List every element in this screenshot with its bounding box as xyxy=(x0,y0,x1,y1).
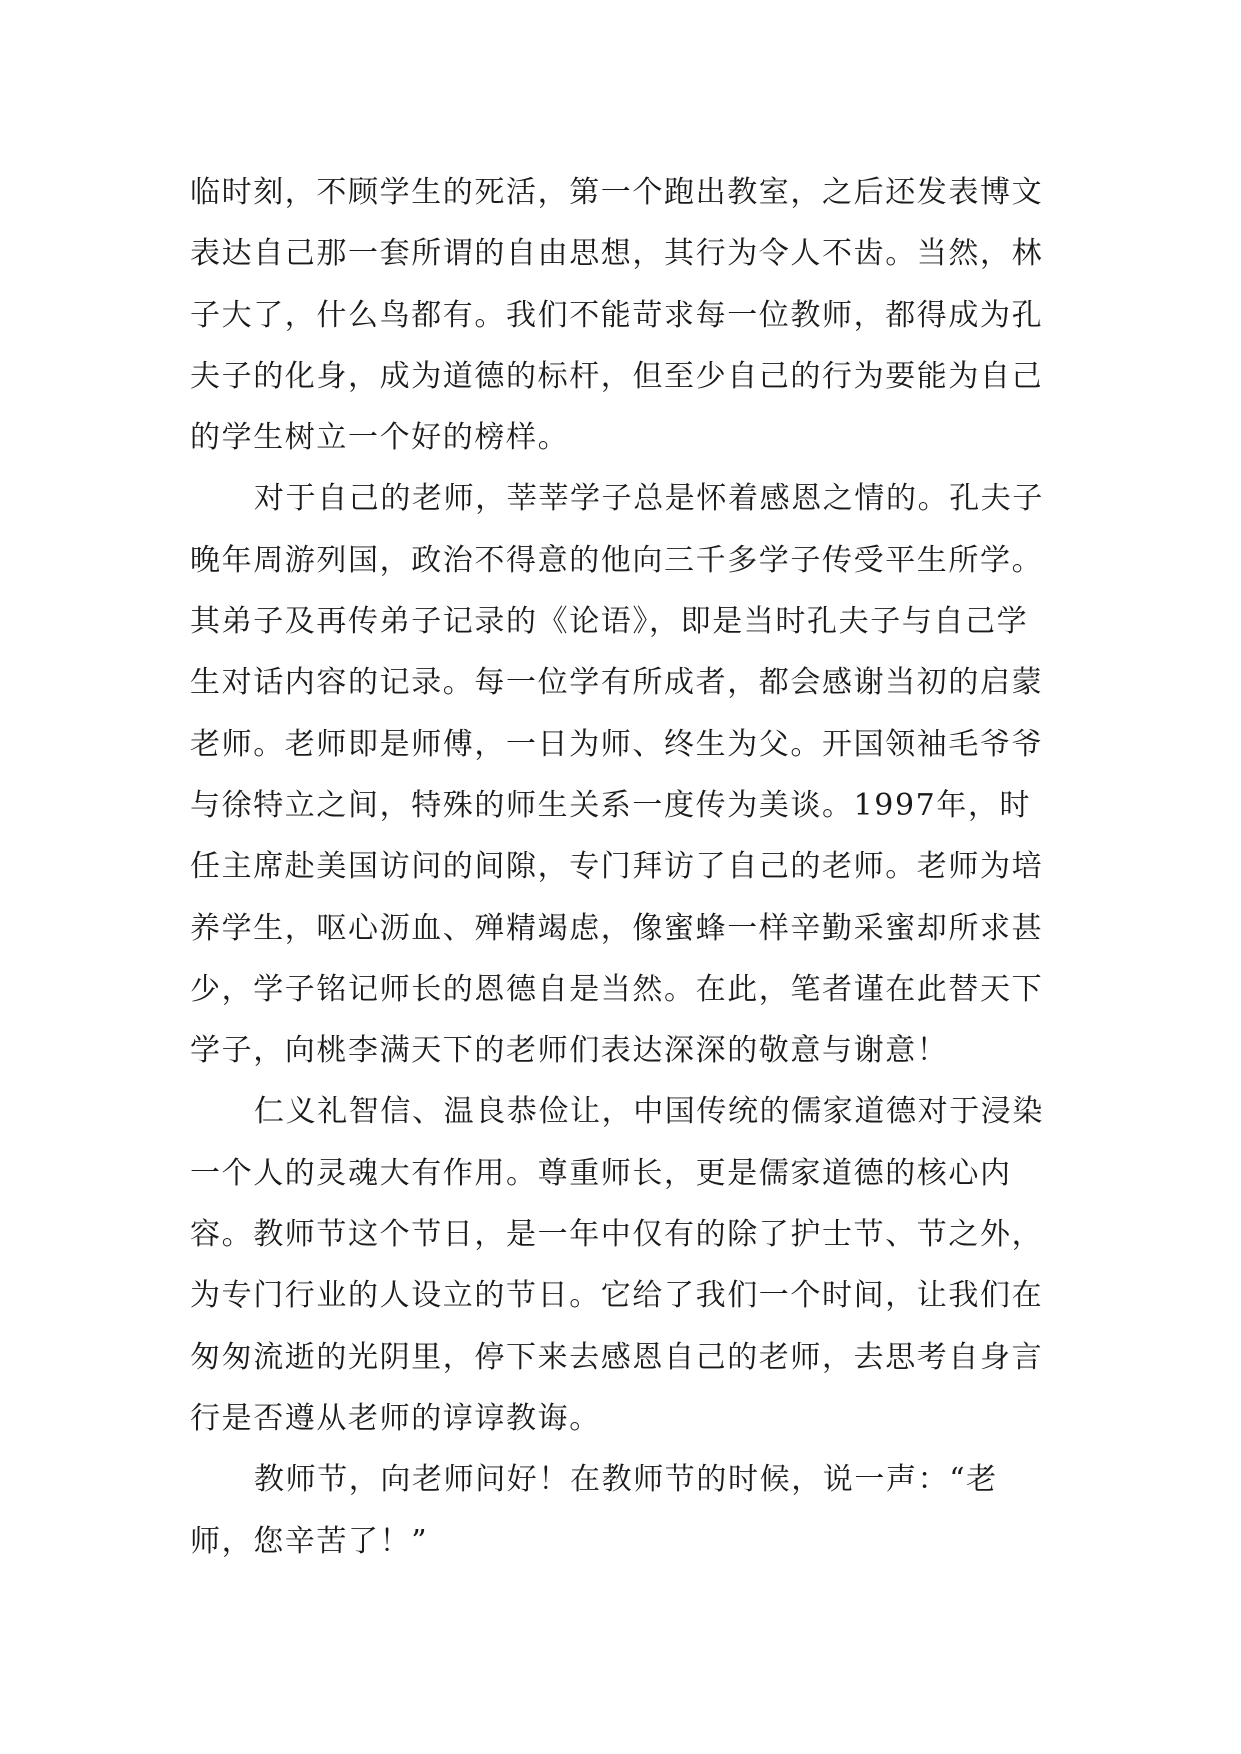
document-body xyxy=(190,162,1052,1572)
paragraph-1: 临时刻，不顾学生的死活，第一个跑出教室，之后还发表博文表达自己那一套所谓的自由思想，其行为令人不齿。当然，林子大了，什么鸟都有。我们不能苛求每一位教师，都得成为孔夫子的化身，成为道德的标杆，但至少自己的行为要能为自己的学生树立一个好的榜样。 xyxy=(190,175,1044,456)
paragraph-2: 对于自己的老师，莘莘学子总是怀着感恩之情的。孔夫子晚年周游列国，政治不得意的他向三千多学子传受平生所学。其弟子及再传弟子记录的《论语》，即是当时孔夫子与自己学生对话内容的记录。每一位学有所成者，都会感谢当初的启蒙老师。老师即是师傅，一日为师、终生为父。开国领袖毛爷爷与徐特立之间，特殊的师生关系一度传为美谈。1997年，时任主席赴美国访问的间隙，专门拜访了自己的老师。老师为培养学生，呕心沥血、殚精竭虑，像蜜蜂一样辛勤采蜜却所求甚少，学子铭记师长的恩德自是当然。在此，笔者谨在此替天下学子，向桃李满天下的老师们表达深深的敬意与谢意！ xyxy=(190,481,1044,1069)
paragraph-4: 教师节，向老师问好！在教师节的时候，说一声：“老师，您辛苦了！” xyxy=(190,1462,998,1559)
paragraph-3: 仁义礼智信、温良恭俭让，中国传统的儒家道德对于浸染一个人的灵魂大有作用。尊重师长，更是儒家道德的核心内容。教师节这个节日，是一年中仅有的除了护士节、节之外，为专门行业的人设立的节日。它给了我们一个时间，让我们在匆匆流逝的光阴里，停下来去感恩自己的老师，去思考自身言行是否遵从老师的谆谆教诲。 xyxy=(190,1094,1044,1436)
